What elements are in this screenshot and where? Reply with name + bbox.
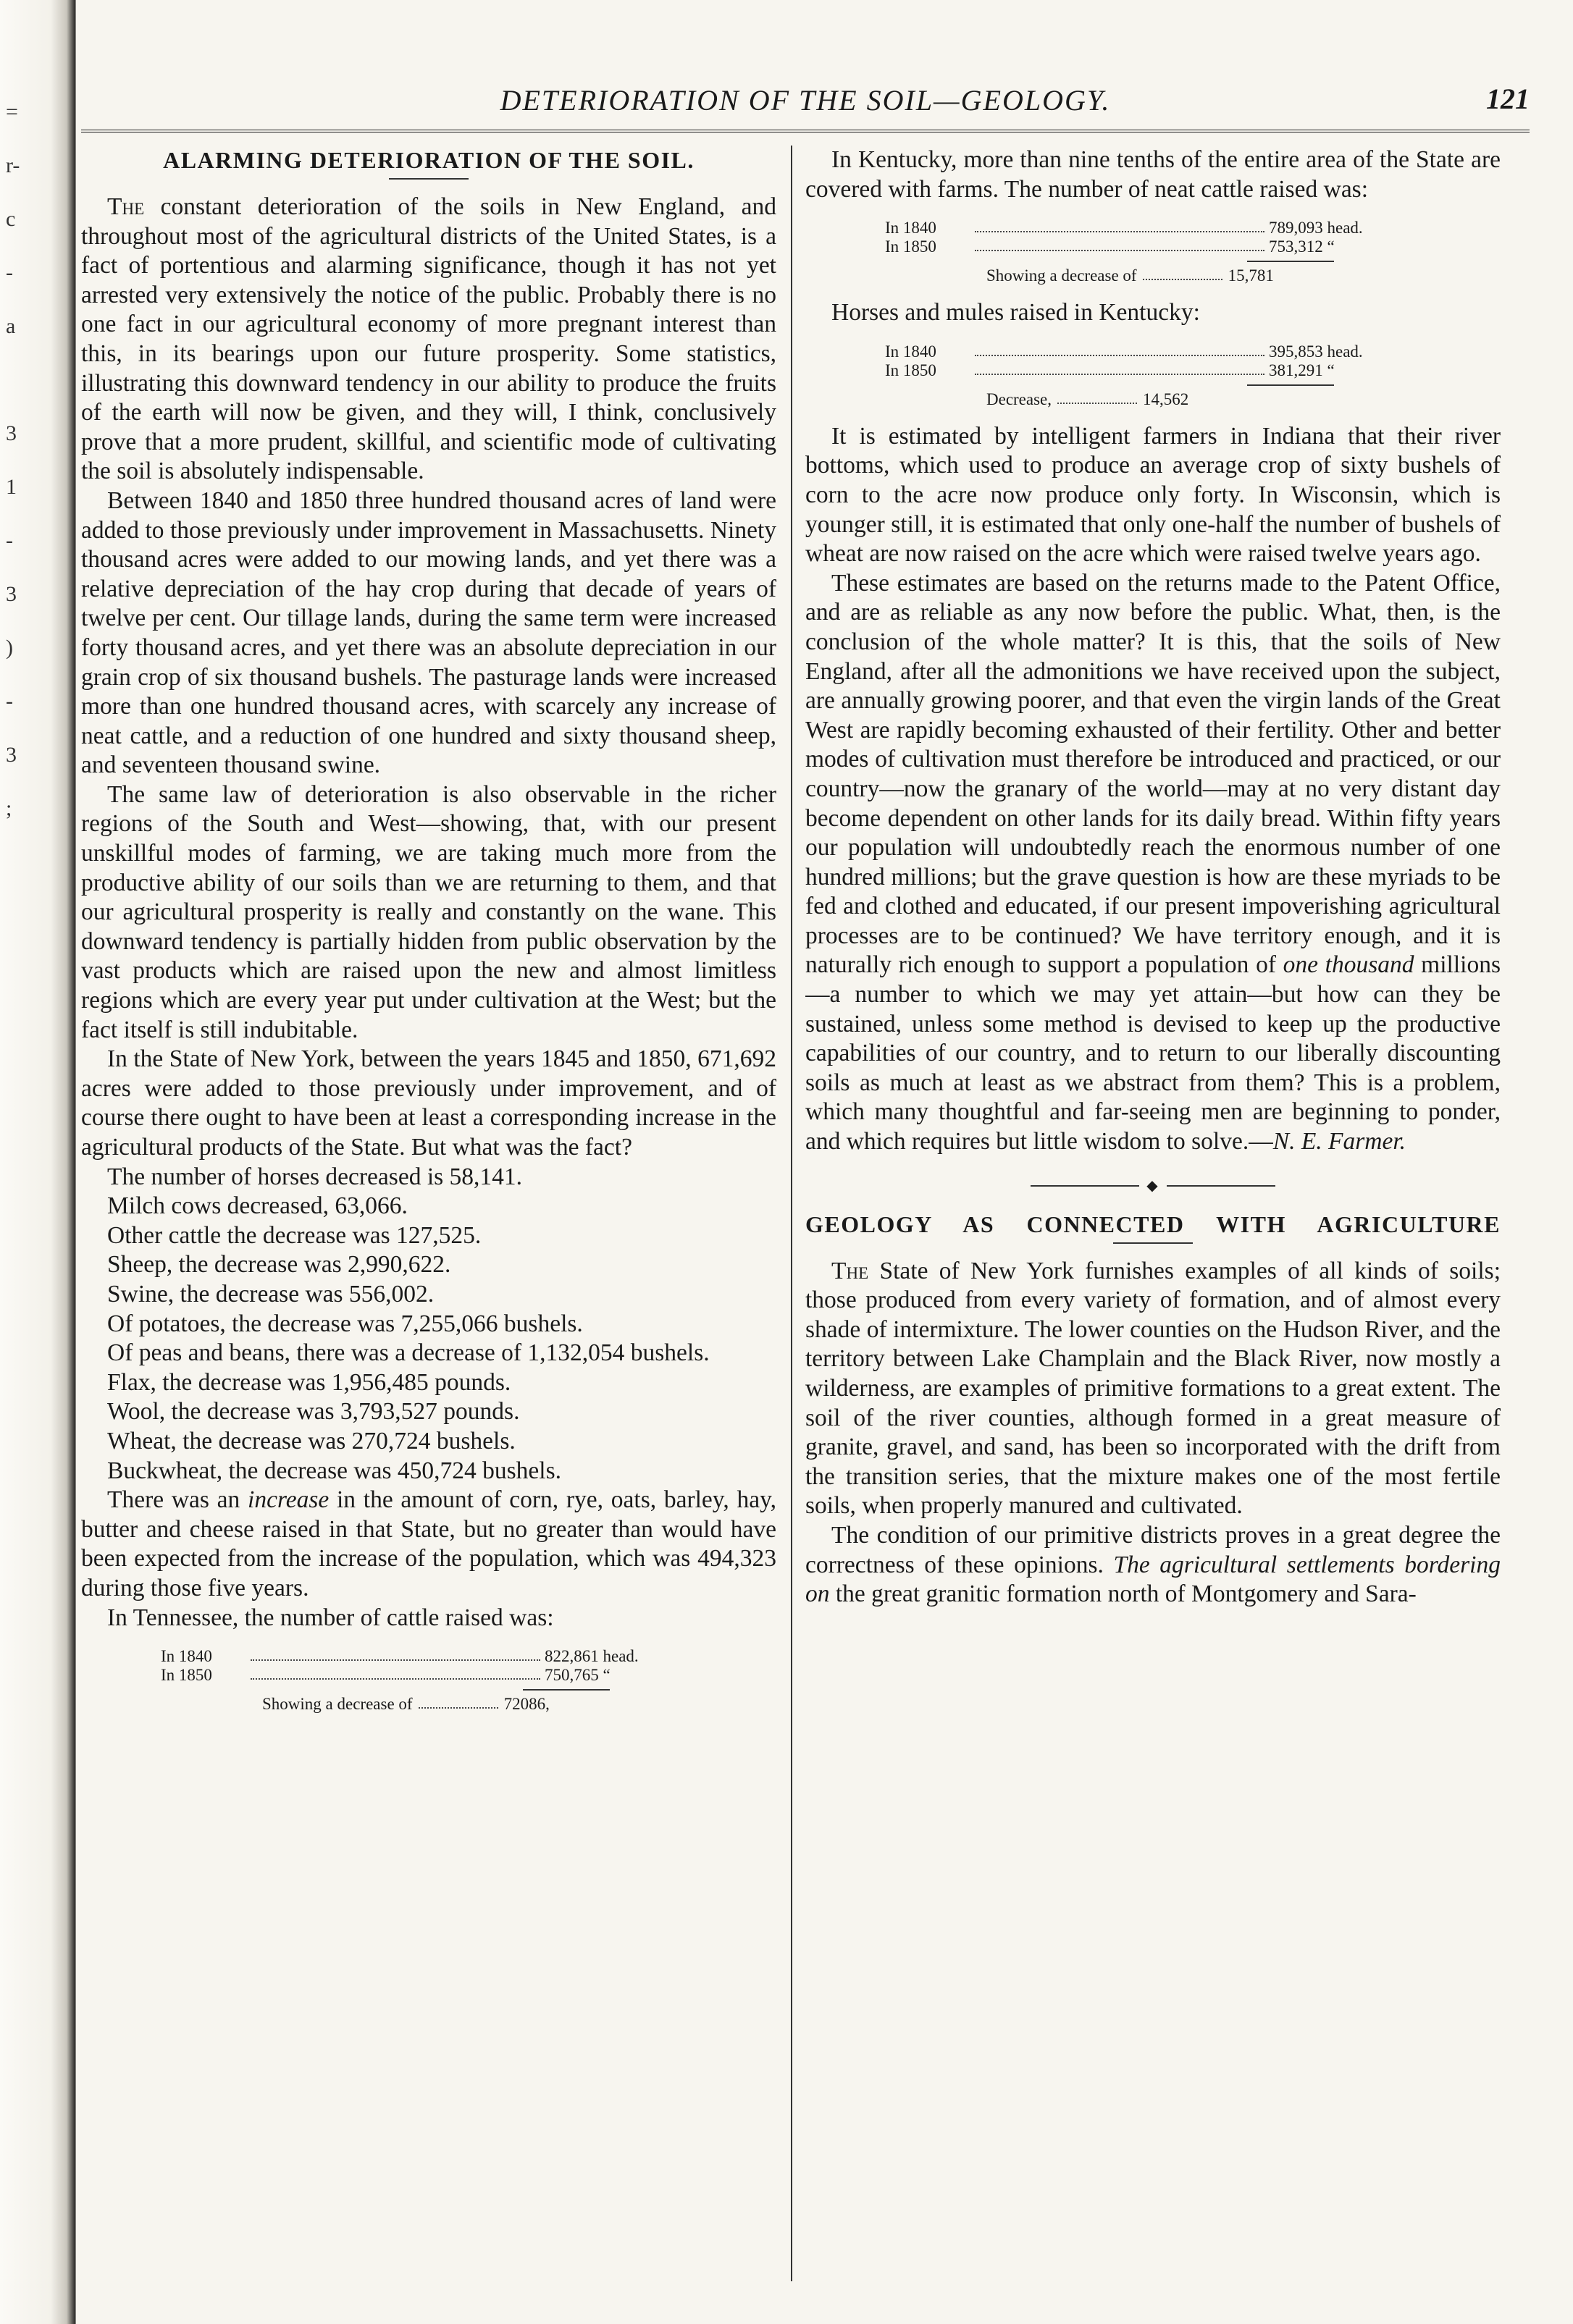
binding-gutter: [0, 0, 76, 2324]
list-item: Buckwheat, the decrease was 450,724 bushels.: [107, 1457, 562, 1484]
page-number: 121: [1486, 83, 1530, 115]
title-rule: [389, 178, 469, 180]
paragraph: In the State of New York, between the years 1845 and 1850, 671,692 acres were added to those previously under improvement, and of course there ought to have been at least a corresponding increase in the agricultural products of the State. But what was the fact?: [81, 1045, 776, 1161]
gutter-mark: -: [6, 529, 13, 552]
list-item: Milch cows decreased, 63,066.: [107, 1192, 408, 1220]
gutter-mark: 3: [6, 582, 17, 606]
decrease-list: [81, 1163, 776, 1486]
article-title: ALARMING DETERIORATION OF THE SOIL.: [163, 147, 695, 173]
paragraph: [81, 193, 776, 487]
paragraph: These estimates are based on the returns made to the Patent Office, and are as reliable as any now before the public. What, then, is the conclusion of the whole matter? It is this, that the soils of New England, after all the admonitions we have received upon the subject, are annually growing poorer, and that even the virgin lands of the Great West are rapidly becoming exhausted of their fertility. Other and better modes of cultivation must therefore be introduced and practiced, or our country—now the granary of the world—may at no very distant day become dependent on other lands for its daily bread. Within fifty years our population will undoubtedly reach the enormous number of one hundred millions; but the grave question is how are these myriads to be fed and clothed and educated, if our present impoverishing agricultural processes are to be continued? We have territory enough, and it is naturally rich enough to support a population of one thousand millions—a number to which we may yet attain—but how can they be sustained, unless some method is devised to keep up the productive capabilities of our country, and to return to our liberally discounting soils as much at least as we abstract from them? This is a problem, which many thoughtful and far-seeing men are beginning to ponder, and which requires but little wisdom to solve.—N. E. Farmer.: [805, 569, 1501, 1155]
section-ornament: ◆: [805, 1176, 1501, 1195]
paragraph: Between 1840 and 1850 three hundred thousand acres of land were added to those previously under improvement in Massachusetts. Ninety thousand acres were added to our mowing lands, and yet there was a relative depreciation of the hay crop during that decade of years of twelve per cent. Our tillage lands, during the same term were increased forty thousand acres, and yet there was an absolute depreciation in our grain crop of six thousand bushels. The pasturage lands were increased more than one hundred thousand acres, with scarcely any increase of neat cattle, and a reduction of one hundred and sixty thousand sheep, and seventeen thousand swine.: [81, 487, 776, 779]
kentucky-cattle-stats: [885, 219, 1406, 285]
gutter-mark: 3: [6, 743, 17, 767]
list-item: Swine, the decrease was 556,002.: [107, 1280, 435, 1308]
page: [81, 69, 1530, 2299]
sum-rule: [1247, 384, 1334, 386]
left-column: [81, 146, 776, 2296]
list-item: Wheat, the decrease was 270,724 bushels.: [107, 1427, 516, 1454]
sum-rule: [1247, 261, 1334, 262]
paragraph-text: constant deterioration of the soils in New England, and throughout most of the agricultural districts of the United States, is a fact of portentious and alarming significance, though it has not yet arrested very extensively the notice of the public. Probably there is no one fact in our agricultural economy of more pregnant interest than this, in its bearings upon our future prosperity. Some statistics, illustrating this downward tendency in our ability to produce the fruits of the earth will now be given, and they will, I think, conclusively prove that a more prudent, skillful, and scientific mode of cultivating the soil is absolutely indispensable.: [81, 193, 776, 485]
list-item: Other cattle the decrease was 127,525.: [107, 1221, 482, 1249]
list-item: Flax, the decrease was 1,956,485 pounds.: [107, 1368, 511, 1396]
stat-row: In 1840 822,861 head.: [161, 1647, 639, 1666]
list-item: The number of horses decreased is 58,141.: [107, 1163, 523, 1190]
paragraph: It is estimated by intelligent farmers in Indiana that their river bottoms, which used to produce an average crop of sixty bushels of corn to the acre now produce only forty. In Wisconsin, which is younger still, it is estimated that only one-half the number of bushels of wheat are now raised on the acre which were raised twelve years ago.: [805, 422, 1501, 568]
gutter-mark: -: [6, 261, 13, 285]
source-credit: N. E. Farmer.: [1272, 1128, 1406, 1155]
paragraph: The condition of our primitive districts proves in a great degree the correctness of these opinions. The agricultural settlements bordering on the great granitic formation north of Montgomery and Sara-: [805, 1521, 1501, 1608]
stat-summary: Showing a decrease of 72086,: [262, 1695, 550, 1714]
paragraph: There was an increase in the amount of corn, rye, oats, barley, hay, butter and cheese raised in that State, but no greater than would have been expected from the increase of the population, which was 494,323 during those five years.: [81, 1486, 776, 1601]
page-header: [81, 69, 1530, 132]
emphasis: increase: [248, 1486, 330, 1514]
lead-word: The: [831, 1257, 869, 1284]
stat-row: In 1840 789,093 head.: [885, 219, 1363, 237]
gutter-mark: 1: [6, 475, 17, 499]
sum-rule: [523, 1689, 610, 1691]
paragraph: Horses and mules raised in Kentucky:: [831, 299, 1200, 327]
paragraph: The same law of deterioration is also observable in the richer regions of the South and West—showing, that, with our present unskillful modes of farming, we are taking much more from the productive ability of our soils than we are returning to them, and that our agricultural prosperity is really and constantly on the wane. This downward tendency is partially hidden from public observation by the vast products which are raised upon the new and almost limitless regions which are every year put under cultivation at the West; but the fact itself is still indubitable.: [81, 780, 776, 1043]
paragraph: In Tennessee, the number of cattle raised was:: [107, 1604, 554, 1631]
lead-word: The: [107, 193, 145, 220]
list-item: Wool, the decrease was 3,793,527 pounds.: [107, 1398, 520, 1426]
stat-row: In 1850 381,291 “: [885, 361, 1335, 379]
emphasis: one thousand: [1283, 951, 1414, 979]
stat-row: In 1850 750,765 “: [161, 1666, 611, 1685]
article-title: GEOLOGY AS CONNECTED WITH AGRICULTURE: [805, 1211, 1501, 1237]
gutter-mark: =: [6, 100, 18, 124]
list-item: Of potatoes, the decrease was 7,255,066 bushels.: [107, 1310, 583, 1337]
gutter-mark: r-: [6, 153, 20, 177]
stat-summary: Showing a decrease of 15,781: [986, 266, 1274, 285]
gutter-mark: ;: [6, 796, 12, 820]
paragraph-text: State of New York furnishes examples of all kinds of soils; those produced from every variety of formation, and of almost every shade of intermixture. The lower counties on the Hudson River, and the territory between Lake Champlain and the Black River, now mostly a wilderness, are examples of primitive formations to a great extent. The soil of the river counties, although formed in a great measure of granite, gravel, and sand, has been so incorporated with the drift from the transition series, that the mixture makes one of the most fertile soils, when properly manured and cultivated.: [805, 1257, 1501, 1520]
kentucky-horses-stats: [885, 342, 1406, 409]
title-rule: [1113, 1242, 1193, 1244]
stat-row: In 1840 395,853 head.: [885, 342, 1363, 361]
list-item: Of peas and beans, there was a decrease of 1,132,054 bushels.: [107, 1339, 710, 1367]
tennessee-stats: [161, 1647, 682, 1714]
gutter-mark: c: [6, 207, 16, 231]
right-column: [805, 146, 1501, 2296]
stat-row: In 1850 753,312 “: [885, 237, 1335, 256]
gutter-mark: -: [6, 689, 13, 713]
gutter-marks: [6, 101, 28, 851]
list-item: Sheep, the decrease was 2,990,622.: [107, 1251, 451, 1279]
column-divider: [791, 146, 792, 2281]
paragraph: [805, 1257, 1501, 1521]
gutter-mark: [6, 369, 28, 423]
paragraph: In Kentucky, more than nine tenths of the entire area of the State are covered with farms. The number of neat cattle raised was:: [805, 146, 1501, 203]
stat-summary: Decrease, 14,562: [986, 390, 1189, 408]
gutter-mark: a: [6, 314, 16, 338]
gutter-mark: ): [6, 636, 13, 660]
running-title: DETERIORATION OF THE SOIL—GEOLOGY.: [500, 84, 1111, 117]
emphasis: The agricultural settlements bordering on: [805, 1551, 1501, 1608]
gutter-mark: 3: [6, 421, 17, 445]
text-columns: [81, 146, 1530, 2296]
